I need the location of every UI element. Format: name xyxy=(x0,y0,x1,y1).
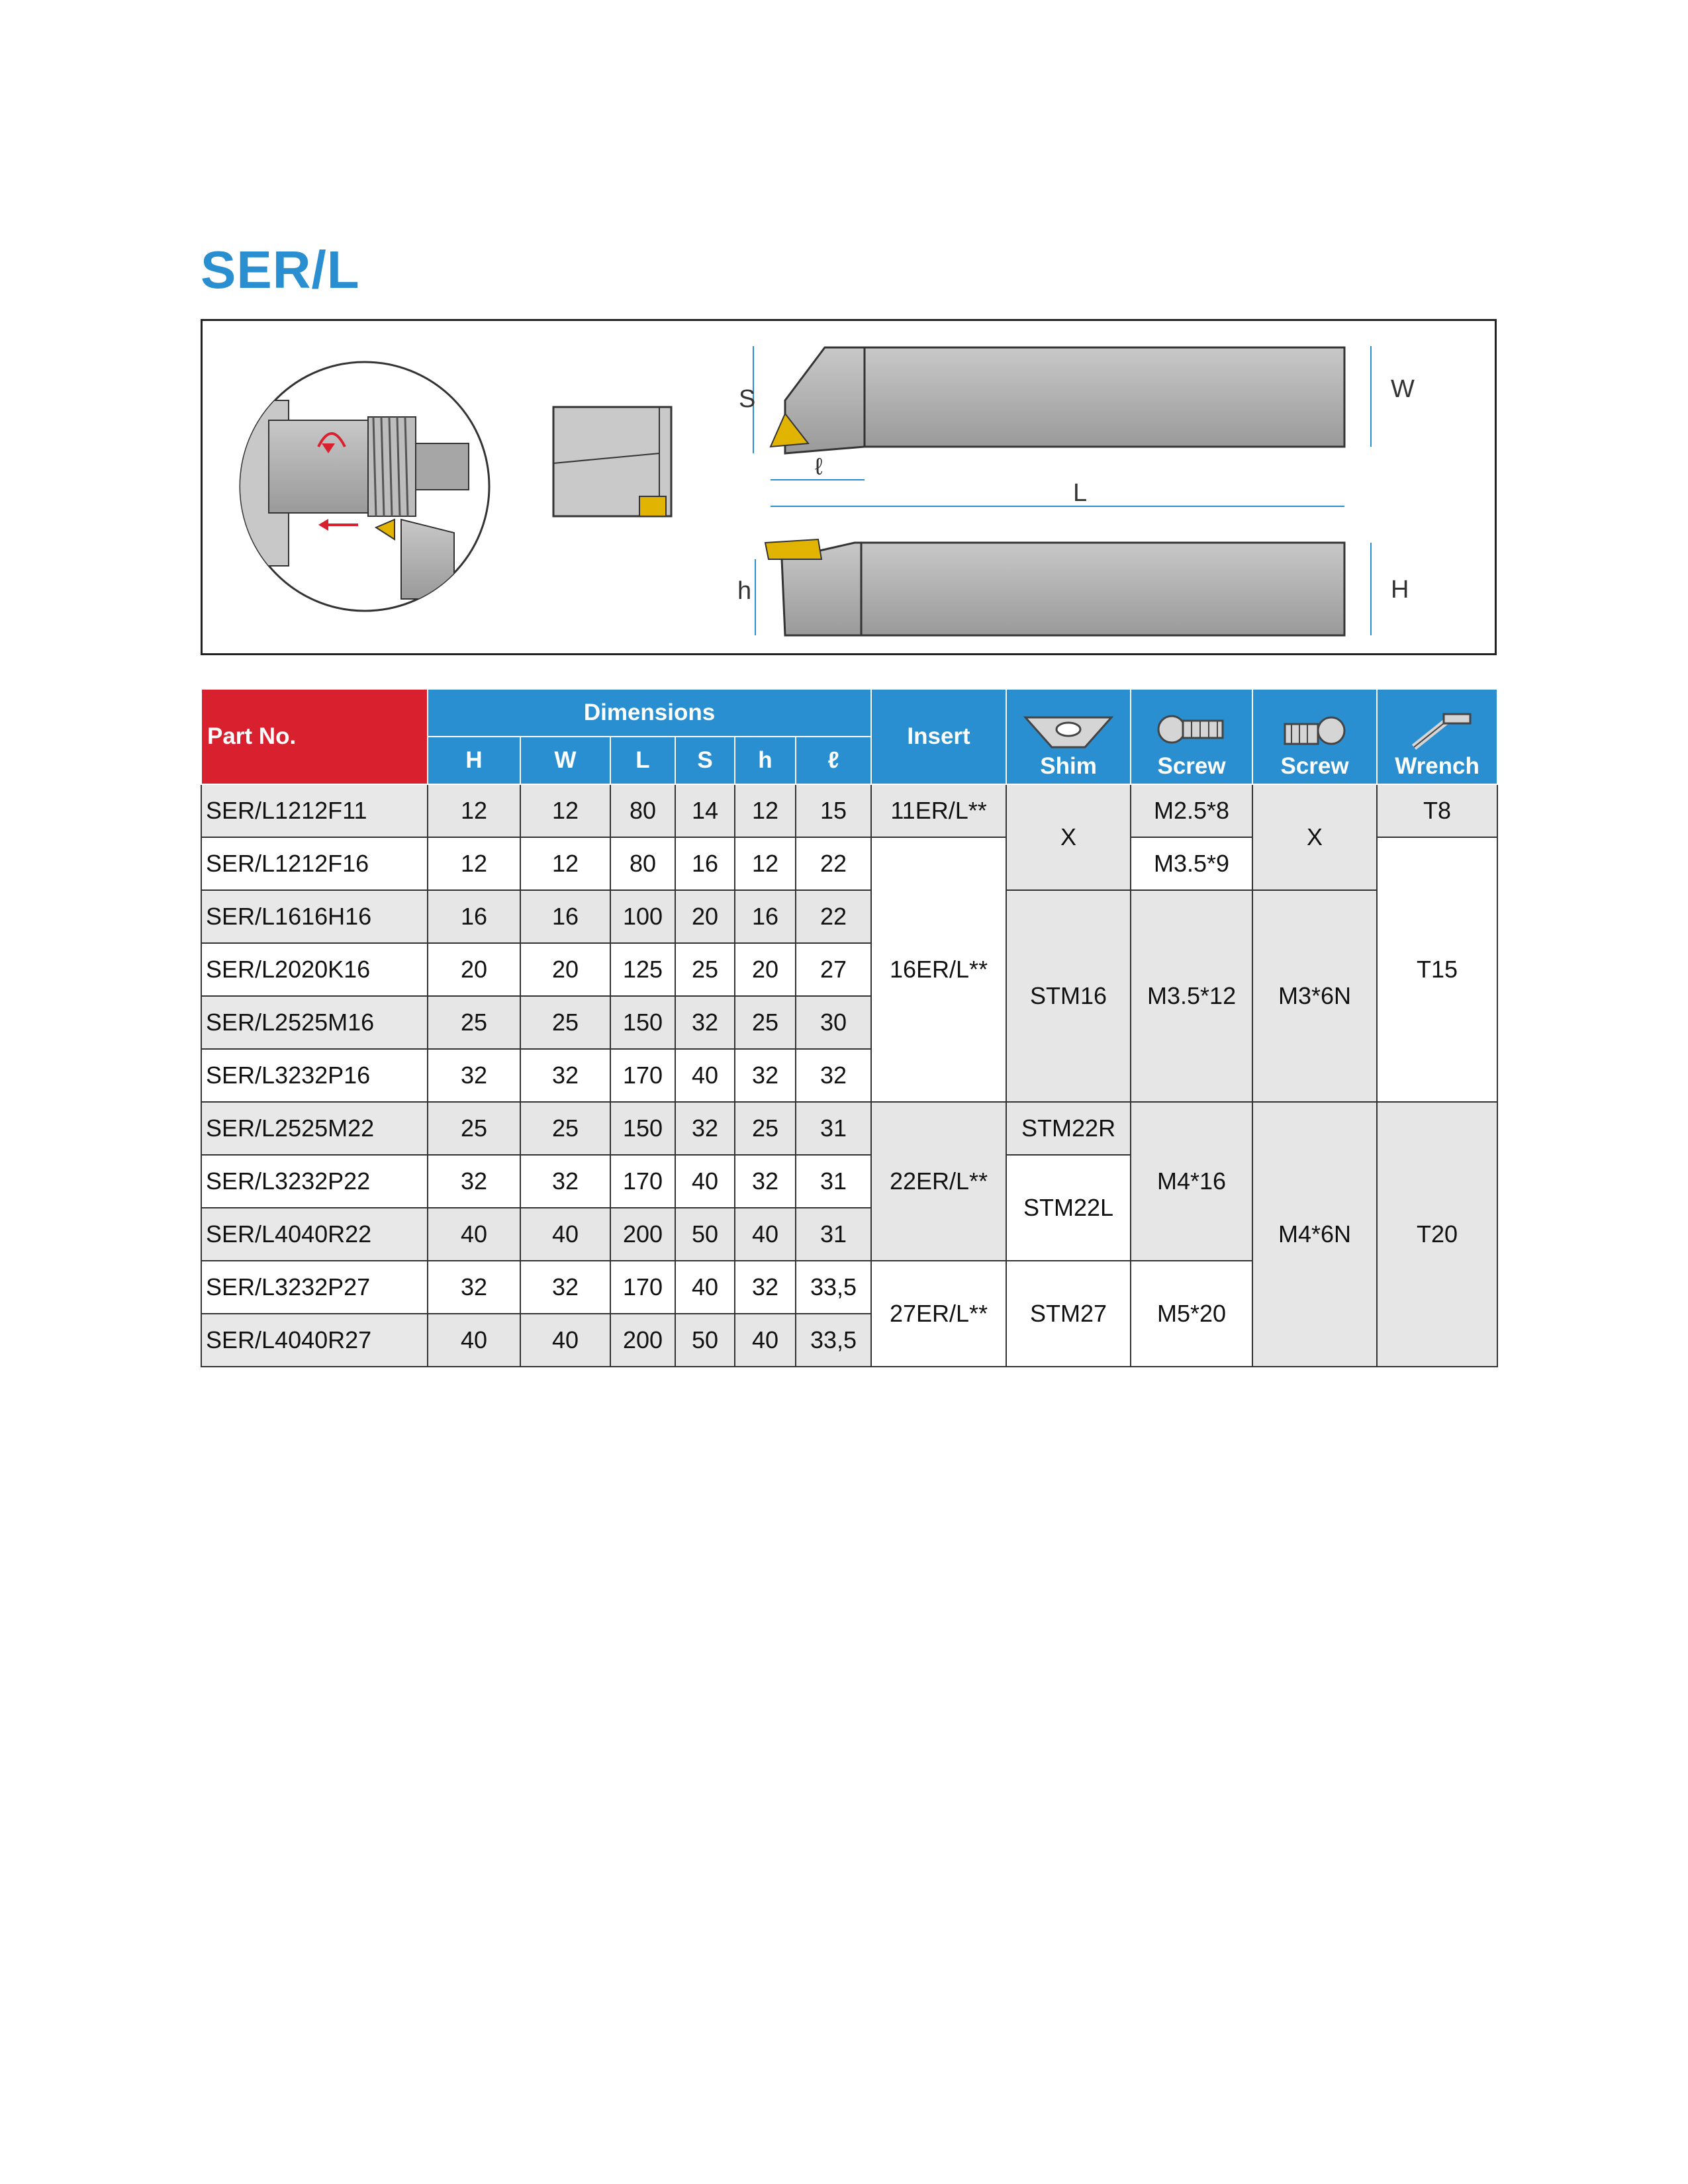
dim-h-cell: 40 xyxy=(735,1208,796,1261)
dim-W-cell: 32 xyxy=(520,1049,610,1102)
header-dim-S: S xyxy=(675,737,735,784)
dim-h-cell: 16 xyxy=(735,890,796,943)
dim-L-cell: 150 xyxy=(610,996,675,1049)
dim-S-cell: 32 xyxy=(675,996,735,1049)
header-clamp-screw-label: Screw xyxy=(1280,753,1349,779)
dim-S-cell: 32 xyxy=(675,1102,735,1155)
insert-cell: 16ER/L** xyxy=(871,837,1006,1102)
header-dim-l: ℓ xyxy=(796,737,871,784)
screw-cell: M5*20 xyxy=(1131,1261,1252,1367)
part-no-cell: SER/L2525M22 xyxy=(201,1102,428,1155)
dim-L-cell: 170 xyxy=(610,1049,675,1102)
header-screw xyxy=(1131,689,1252,784)
dim-H-cell: 40 xyxy=(428,1314,520,1367)
dim-S-cell: 50 xyxy=(675,1208,735,1261)
dim-S-cell: 40 xyxy=(675,1155,735,1208)
table-row xyxy=(201,784,1497,837)
page-title: SER/L xyxy=(201,240,360,299)
dim-S-cell: 20 xyxy=(675,890,735,943)
tool-top-view xyxy=(753,346,1371,506)
part-no-cell: SER/L3232P27 xyxy=(201,1261,428,1314)
dim-h-cell: 12 xyxy=(735,837,796,890)
header-dim-h: h xyxy=(735,737,796,784)
dim-H-cell: 20 xyxy=(428,943,520,996)
dim-H-cell: 16 xyxy=(428,890,520,943)
part-no-cell: SER/L2020K16 xyxy=(201,943,428,996)
table-row xyxy=(201,1102,1497,1155)
clamp-screw-cell: X xyxy=(1252,784,1377,890)
dim-H-cell: 40 xyxy=(428,1208,520,1261)
dim-W-cell: 32 xyxy=(520,1261,610,1314)
dim-l-cell: 22 xyxy=(796,837,871,890)
screw-cell: M4*16 xyxy=(1131,1102,1252,1261)
dim-L-cell: 200 xyxy=(610,1314,675,1367)
dim-l-cell: 33,5 xyxy=(796,1314,871,1367)
shim-cell: STM27 xyxy=(1006,1261,1131,1367)
dim-L-cell: 150 xyxy=(610,1102,675,1155)
dim-H-cell: 32 xyxy=(428,1049,520,1102)
dim-h-cell: 25 xyxy=(735,996,796,1049)
screw-cell: M3.5*12 xyxy=(1131,890,1252,1102)
dim-H-cell: 32 xyxy=(428,1155,520,1208)
dim-l-cell: 33,5 xyxy=(796,1261,871,1314)
header-insert: Insert xyxy=(871,689,1006,784)
dim-W-cell: 20 xyxy=(520,943,610,996)
dim-S-cell: 14 xyxy=(675,784,735,837)
part-no-cell: SER/L4040R27 xyxy=(201,1314,428,1367)
dim-S-cell: 40 xyxy=(675,1049,735,1102)
dim-l-cell: 31 xyxy=(796,1155,871,1208)
dim-h-cell: 25 xyxy=(735,1102,796,1155)
dim-S-cell: 50 xyxy=(675,1314,735,1367)
dim-L-cell: 80 xyxy=(610,784,675,837)
clamp-screw-cell: M3*6N xyxy=(1252,890,1377,1102)
wrench-icon xyxy=(1401,711,1474,751)
dim-L-cell: 170 xyxy=(610,1261,675,1314)
dim-h-cell: 32 xyxy=(735,1049,796,1102)
part-no-cell: SER/L1212F16 xyxy=(201,837,428,890)
dim-W-cell: 12 xyxy=(520,784,610,837)
dim-label-l: ℓ xyxy=(815,453,823,480)
dim-L-cell: 170 xyxy=(610,1155,675,1208)
dim-l-cell: 32 xyxy=(796,1049,871,1102)
shim-cell: STM22L xyxy=(1006,1155,1131,1261)
header-part-no: Part No. xyxy=(201,689,428,784)
table-row xyxy=(201,890,1497,943)
dim-S-cell: 16 xyxy=(675,837,735,890)
dim-h-cell: 32 xyxy=(735,1261,796,1314)
shim-icon xyxy=(1019,711,1118,751)
dim-h-cell: 40 xyxy=(735,1314,796,1367)
dim-W-cell: 32 xyxy=(520,1155,610,1208)
dim-H-cell: 32 xyxy=(428,1261,520,1314)
insert-cell: 27ER/L** xyxy=(871,1261,1006,1367)
dim-l-cell: 30 xyxy=(796,996,871,1049)
dim-label-L: L xyxy=(1073,479,1088,507)
part-no-cell: SER/L2525M16 xyxy=(201,996,428,1049)
dim-H-cell: 25 xyxy=(428,996,520,1049)
dim-L-cell: 100 xyxy=(610,890,675,943)
shim-cell: X xyxy=(1006,784,1131,890)
part-no-cell: SER/L3232P22 xyxy=(201,1155,428,1208)
dim-S-cell: 25 xyxy=(675,943,735,996)
screw-cell: M2.5*8 xyxy=(1131,784,1252,837)
clamp-screw-icon xyxy=(1278,711,1351,751)
tool-side-view xyxy=(755,539,1371,635)
dim-W-cell: 25 xyxy=(520,1102,610,1155)
tool-diagram-drawing xyxy=(203,321,1495,653)
dim-H-cell: 12 xyxy=(428,784,520,837)
part-no-cell: SER/L3232P16 xyxy=(201,1049,428,1102)
dim-L-cell: 200 xyxy=(610,1208,675,1261)
dim-label-H: H xyxy=(1391,576,1409,604)
dim-W-cell: 12 xyxy=(520,837,610,890)
dim-S-cell: 40 xyxy=(675,1261,735,1314)
dim-l-cell: 31 xyxy=(796,1208,871,1261)
dim-l-cell: 15 xyxy=(796,784,871,837)
dim-W-cell: 16 xyxy=(520,890,610,943)
header-dim-W: W xyxy=(520,737,610,784)
header-clamp-screw xyxy=(1252,689,1377,784)
dim-h-cell: 12 xyxy=(735,784,796,837)
dim-W-cell: 40 xyxy=(520,1314,610,1367)
header-dim-L: L xyxy=(610,737,675,784)
tool-diagram xyxy=(201,319,1497,655)
dim-h-cell: 20 xyxy=(735,943,796,996)
dim-H-cell: 25 xyxy=(428,1102,520,1155)
header-dimensions: Dimensions xyxy=(428,689,871,737)
dim-L-cell: 125 xyxy=(610,943,675,996)
shim-cell: STM22R xyxy=(1006,1102,1131,1155)
dim-W-cell: 40 xyxy=(520,1208,610,1261)
dim-H-cell: 12 xyxy=(428,837,520,890)
part-no-cell: SER/L1616H16 xyxy=(201,890,428,943)
header-wrench xyxy=(1377,689,1497,784)
part-no-cell: SER/L4040R22 xyxy=(201,1208,428,1261)
screw-icon xyxy=(1155,711,1228,751)
threading-detail-view xyxy=(229,362,489,611)
dim-W-cell: 25 xyxy=(520,996,610,1049)
dim-l-cell: 31 xyxy=(796,1102,871,1155)
dim-h-cell: 32 xyxy=(735,1155,796,1208)
header-screw-label: Screw xyxy=(1157,753,1226,779)
tool-end-view xyxy=(553,407,671,516)
wrench-cell: T20 xyxy=(1377,1102,1497,1367)
header-shim-label: Shim xyxy=(1040,753,1097,779)
dim-l-cell: 27 xyxy=(796,943,871,996)
part-no-cell: SER/L1212F11 xyxy=(201,784,428,837)
header-wrench-label: Wrench xyxy=(1395,753,1479,779)
shim-cell: STM16 xyxy=(1006,890,1131,1102)
wrench-cell: T8 xyxy=(1377,784,1497,837)
insert-cell: 22ER/L** xyxy=(871,1102,1006,1261)
dim-l-cell: 22 xyxy=(796,890,871,943)
dim-label-S: S xyxy=(739,385,756,413)
header-dim-H: H xyxy=(428,737,520,784)
spec-table xyxy=(201,688,1498,1367)
dim-label-W: W xyxy=(1391,375,1415,403)
wrench-cell: T15 xyxy=(1377,837,1497,1102)
dim-L-cell: 80 xyxy=(610,837,675,890)
screw-cell: M3.5*9 xyxy=(1131,837,1252,890)
clamp-screw-cell: M4*6N xyxy=(1252,1102,1377,1367)
insert-cell: 11ER/L** xyxy=(871,784,1006,837)
header-shim xyxy=(1006,689,1131,784)
dim-label-h: h xyxy=(737,577,752,605)
